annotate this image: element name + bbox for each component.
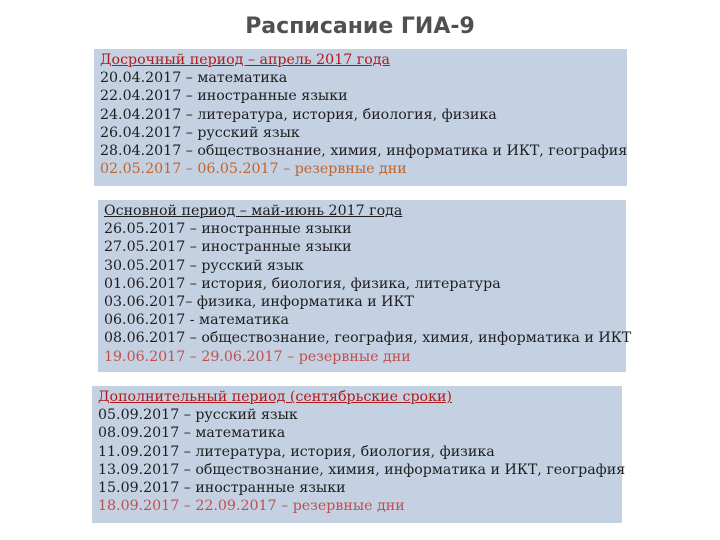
list-item: 06.06.2017 - математика (104, 312, 289, 329)
list-item: 24.04.2017 – литература, история, биология, физика (100, 106, 497, 123)
list-item: 28.04.2017 – обществознание, химия, информатика и ИКТ, география (100, 143, 628, 160)
early-reserve-days: 02.05.2017 – 06.05.2017 – резервные дни (100, 161, 407, 178)
main-reserve-days: 19.06.2017 – 29.06.2017 – резервные дни (104, 348, 411, 365)
main-period-heading: Основной период – май-июнь 2017 года (104, 203, 403, 219)
main-period-box (98, 200, 632, 372)
list-item: 08.06.2017 – обществознание, география, химия, информатика и ИКТ (104, 330, 632, 347)
list-item: 27.05.2017 – иностранные языки (104, 239, 352, 256)
list-item: 26.05.2017 – иностранные языки (104, 221, 352, 238)
early-period-box (94, 49, 627, 186)
list-item: 01.06.2017 – история, биология, физика, литература (104, 275, 501, 292)
list-item: 05.09.2017 – русский язык (98, 407, 298, 424)
list-item: 20.04.2017 – математика (100, 70, 288, 87)
additional-reserve-days: 18.09.2017 – 22.09.2017 – резервные дни (98, 498, 405, 515)
early-period-heading: Досрочный период – апрель 2017 года (100, 52, 390, 68)
list-item: 08.09.2017 – математика (98, 425, 286, 442)
list-item: 22.04.2017 – иностранные языки (100, 88, 348, 105)
list-item: 03.06.2017– физика, информатика и ИКТ (104, 294, 414, 311)
additional-period-heading: Дополнительный период (сентябрьские сроки) (98, 389, 452, 405)
list-item: 13.09.2017 – обществознание, химия, информатика и ИКТ, география (98, 461, 626, 478)
list-item: 11.09.2017 – литература, история, биология, физика (98, 443, 495, 460)
list-item: 26.04.2017 – русский язык (100, 124, 300, 141)
additional-period-box (92, 386, 626, 523)
list-item: 15.09.2017 – иностранные языки (98, 480, 346, 497)
page-title: Расписание ГИА-9 (245, 14, 475, 39)
list-item: 30.05.2017 – русский язык (104, 257, 304, 274)
